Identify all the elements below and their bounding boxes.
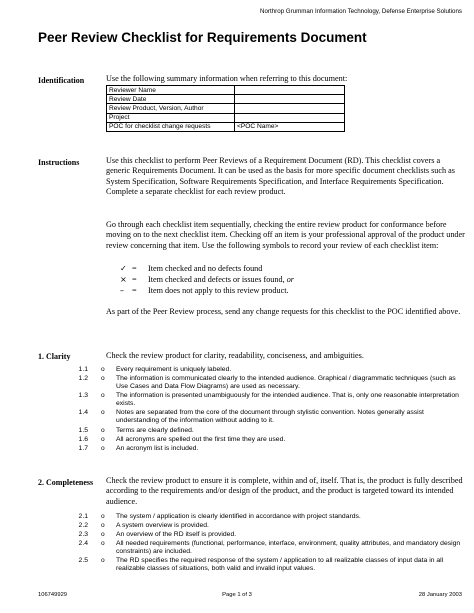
checkbox-bullet[interactable]: o — [101, 522, 105, 529]
completeness-intro: Check the review product to ensure it is complete, within and of, itself. That is, the product is fully described according to the requirements and/or design of the product, and the product is targeted toward its intended audience. — [106, 476, 463, 506]
item-number: 1.2 — [78, 375, 88, 382]
footer-page-number: Page 1 of 3 — [222, 592, 252, 598]
item-text: An acronym list is included. — [116, 445, 199, 452]
item-number: 1.3 — [78, 392, 88, 399]
symbol-legend-row — [120, 286, 289, 296]
checkbox-bullet[interactable]: o — [101, 392, 105, 399]
item-number: 2.1 — [78, 513, 88, 520]
instructions-label: Instructions — [38, 158, 80, 167]
table-row — [107, 113, 345, 122]
checkbox-bullet[interactable]: o — [101, 436, 105, 443]
clarity-label: 1. Clarity — [38, 352, 71, 361]
poc-field[interactable]: <POC Name> — [235, 122, 345, 131]
checkbox-bullet[interactable]: o — [101, 513, 105, 520]
checkbox-bullet[interactable]: o — [101, 427, 105, 434]
checkmark-icon: ✓ — [120, 264, 127, 273]
checkbox-bullet[interactable]: o — [101, 445, 105, 452]
row-label: Reviewer Name — [107, 86, 235, 95]
table-row — [107, 86, 345, 95]
item-text: All needed requirements (functional, performance, interface, environment, quality attributes, and mandatory design constraints) are included. — [116, 540, 461, 555]
table-row — [107, 122, 345, 131]
item-text: Every requirement is uniquely labeled. — [116, 366, 232, 373]
item-text: An overview of the RD itself is provided. — [116, 531, 237, 538]
header-organization: Northrop Grumman Information Technology, Defense Enterprise Solutions — [260, 8, 462, 15]
checkbox-bullet[interactable]: o — [101, 409, 105, 416]
clarity-intro: Check the review product for clarity, readability, conciseness, and ambiguities. — [106, 351, 364, 360]
item-text: The information is communicated clearly to the intended audience. Graphical / diagrammatic techniques (such as Use Cases and Data Flow Diagrams) are used as necessary. — [116, 375, 456, 390]
document-title: Peer Review Checklist for Requirements Document — [38, 30, 367, 45]
table-row — [107, 104, 345, 113]
instructions-paragraph-1: Use this checklist to perform Peer Reviews of a Requirement Document (RD). This checklist covers a generic Requirements Document. It can be used as the basis for more specific document checklists such as System Specification, Software Requirements Specification, and Interface Requirements Specification. Complete a separate checklist for each review product. — [106, 156, 455, 197]
row-label: Review Product, Version, Author — [107, 104, 235, 113]
item-text: The RD specifies the required response of the system / application to all realizable classes of input data in all realizable classes of situations, both valid and invalid input values. — [116, 557, 444, 572]
item-number: 1.1 — [78, 366, 88, 373]
table-row — [107, 95, 345, 104]
item-text: The information is presented unambiguously for the intended audience. That is, only one reasonable interpretation exists. — [116, 392, 459, 407]
review-product-field[interactable] — [235, 104, 345, 113]
instructions-paragraph-2: Go through each checklist item sequentially, checking the entire review product for conformance before moving on to the next checklist item. Checking off an item is your professional approval of the product under review concerning that item. Use the following symbols to record your review of each checklist item: — [106, 220, 465, 250]
instructions-paragraph-3: As part of the Peer Review process, send any change requests for this checklist to the POC identified above. — [106, 307, 461, 316]
identification-label: Identification — [38, 76, 85, 85]
row-label: Project — [107, 113, 235, 122]
checkbox-bullet[interactable]: o — [101, 375, 105, 382]
checkbox-bullet[interactable]: o — [101, 531, 105, 538]
completeness-label: 2. Completeness — [38, 478, 94, 487]
item-text: The system / application is clearly identified in accordance with project standards. — [116, 513, 361, 520]
equals-sign: = — [132, 286, 137, 295]
symbol-legend-row — [120, 264, 262, 274]
equals-sign: = — [132, 264, 137, 273]
item-number: 1.6 — [78, 436, 88, 443]
footer-date: 28 January 2003 — [418, 592, 462, 598]
symbol-description: Item does not apply to this review product. — [148, 286, 289, 295]
row-label: POC for checklist change requests — [107, 122, 235, 131]
item-text: Terms are clearly defined. — [116, 427, 194, 434]
symbol-legend-row — [120, 275, 294, 285]
dash-icon: – — [120, 286, 124, 295]
item-number: 1.5 — [78, 427, 88, 434]
identification-table — [106, 85, 345, 132]
reviewer-name-field[interactable] — [235, 86, 345, 95]
item-number: 2.3 — [78, 531, 88, 538]
item-number: 2.4 — [78, 540, 88, 547]
item-number: 2.5 — [78, 557, 88, 564]
review-date-field[interactable] — [235, 95, 345, 104]
row-label: Review Date — [107, 95, 235, 104]
footer-document-id: 106749929 — [38, 592, 68, 598]
item-text: All acronyms are spelled out the first time they are used. — [116, 436, 286, 443]
symbol-emphasis: or — [286, 275, 294, 284]
checkbox-bullet[interactable]: o — [101, 366, 105, 373]
checkbox-bullet[interactable]: o — [101, 540, 105, 547]
cross-icon: × — [120, 275, 127, 284]
checkbox-bullet[interactable]: o — [101, 557, 105, 564]
item-text: A system overview is provided. — [116, 522, 209, 529]
item-number: 1.7 — [78, 445, 88, 452]
symbol-description: Item checked and no defects found — [148, 264, 263, 273]
equals-sign: = — [132, 275, 137, 284]
item-text: Notes are separated from the core of the document through stylistic convention. Notes generally assist understanding of the information without adding to it. — [116, 409, 424, 424]
symbol-description: Item checked and defects or issues found, — [148, 275, 287, 284]
item-number: 2.2 — [78, 522, 88, 529]
item-number: 1.4 — [78, 409, 88, 416]
project-field[interactable] — [235, 113, 345, 122]
identification-intro: Use the following summary information when referring to this document: — [106, 74, 348, 83]
